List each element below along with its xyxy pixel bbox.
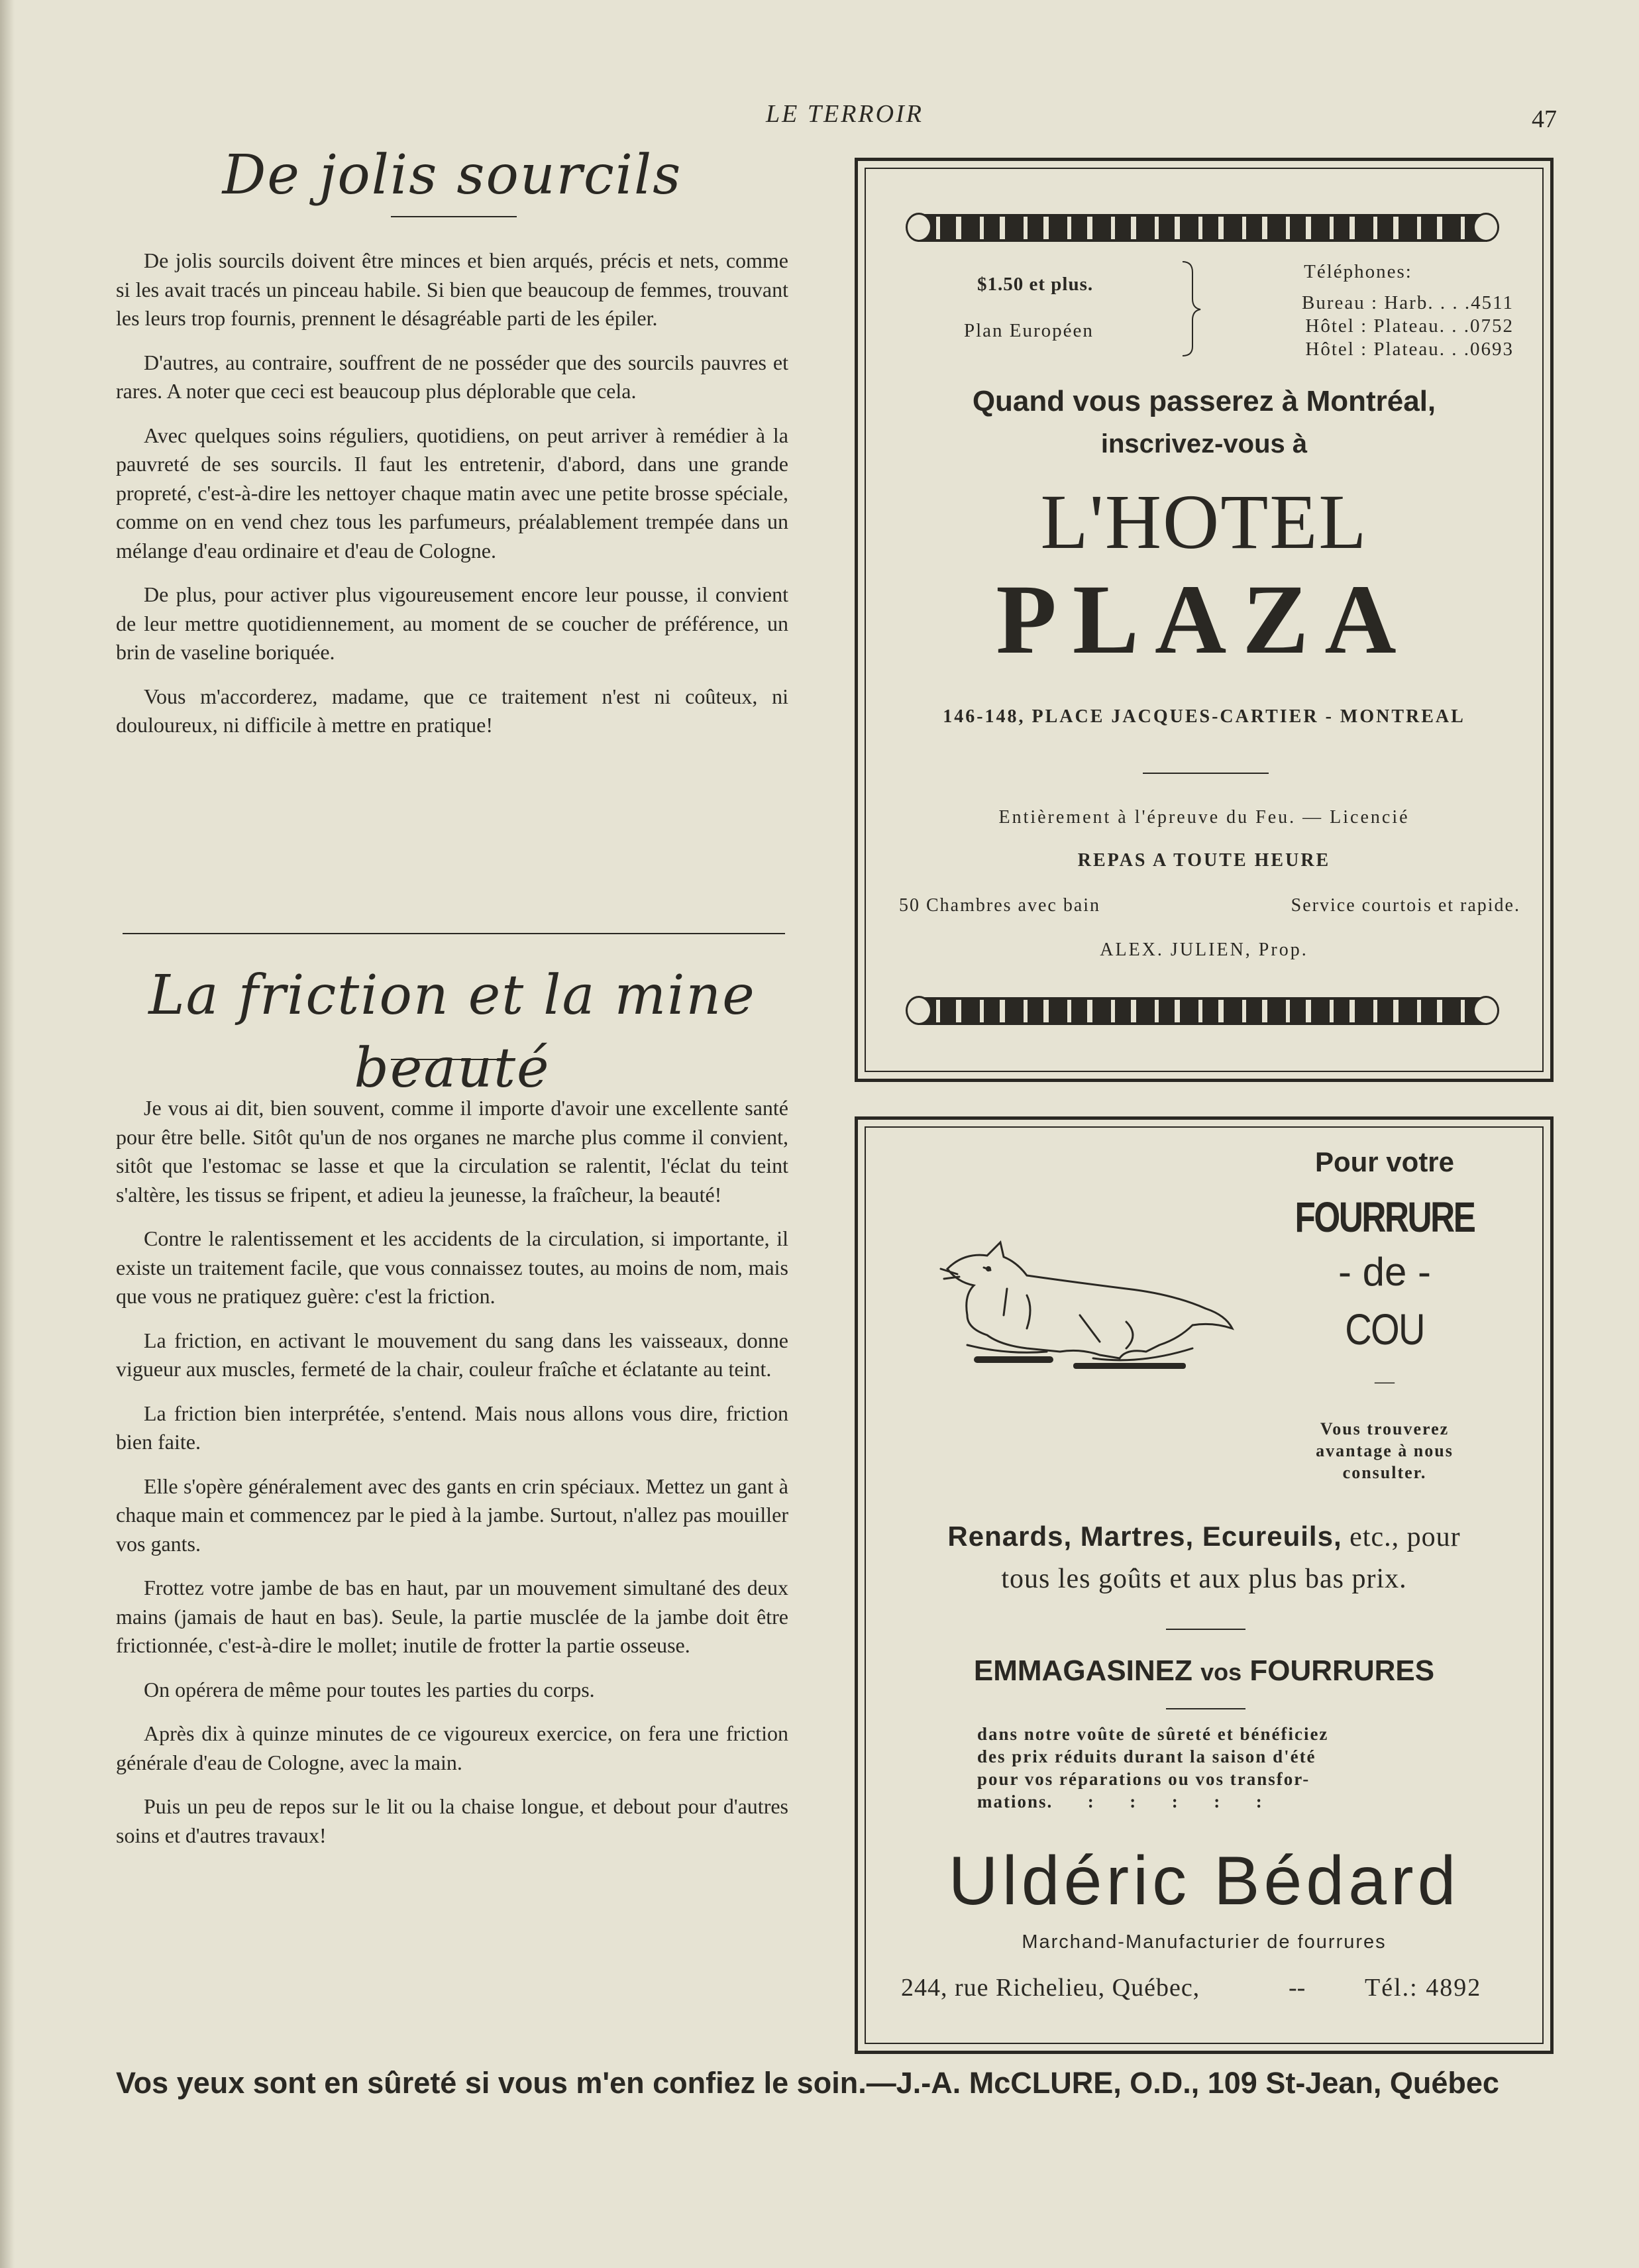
vault-line: dans notre voûte de sûreté et bénéficiez (977, 1724, 1329, 1744)
fur-animals-bold: Renards, Martres, Ecureuils, (947, 1521, 1342, 1552)
brace-icon (1179, 259, 1206, 358)
fur-ad (855, 1116, 1554, 2054)
fox-illustration-icon (927, 1216, 1239, 1375)
title-rule (391, 216, 517, 217)
paragraph: De plus, pour activer plus vigoureusement encore leur pousse, il convient de leur mettre quotidiennement, au moment de se coucher de préférence, un brin de vaseline boriquée. (116, 582, 788, 664)
hotel-tagline: inscrivez-vous à (1100, 429, 1308, 459)
paragraph: Frottez votre jambe de bas en haut, par un mouvement simultané des deux mains (jamais de haut en bas). Seule, la partie musclée de la jambe doit être frictionnée, c'est-à-dire le mollet; inutile de frotter la partie osseuse. (116, 1576, 788, 1657)
fur-dash: — (1375, 1370, 1395, 1392)
paragraph: Vous m'accorderez, madame, que ce traitement n'est ni coûteux, ni douloureux, ni difficile à mettre en pratique! (116, 684, 788, 737)
hotel-fireproof: Entièrement à l'épreuve du Feu. — Licencié (998, 807, 1410, 828)
ornament-border-top (918, 214, 1487, 242)
ad-rule (1166, 1708, 1245, 1709)
fur-store-heading (871, 1654, 1537, 1688)
article-body-sourcils (116, 246, 788, 755)
fur-vault-text (977, 1723, 1434, 1813)
fur-animals-line2: tous les goûts et aux plus bas prix. (1001, 1564, 1407, 1594)
hotel-address: 146-148, PLACE JACQUES-CARTIER - MONTREAL (943, 706, 1465, 727)
ad-rule (1166, 1629, 1245, 1630)
fur-merchant-name: Uldéric Bédard (948, 1843, 1460, 1919)
ad-rule (1143, 773, 1269, 774)
hotel-name-line2: PLAZA (996, 565, 1412, 675)
vault-line: des prix réduits durant la saison d'été (977, 1747, 1316, 1766)
hotel-meals: REPAS A TOUTE HEURE (1077, 850, 1331, 871)
hotel-name-line1: L'HOTEL (1040, 478, 1368, 565)
hotel-plaza-ad (855, 158, 1554, 1082)
paragraph: La friction, en activant le mouvement du sang dans les vaisseaux, donne vigueur aux muscles, fermeté de la chair, couleur fraîche et éclatante au teint. (116, 1328, 788, 1381)
hotel-tagline: Quand vous passerez à Montréal, (972, 385, 1436, 417)
vault-line: pour vos réparations ou vos transfor- (977, 1769, 1310, 1789)
phone-line: Bureau : Harb. . . .4511 (1302, 292, 1514, 313)
fur-sep: -- (1289, 1974, 1306, 2002)
paragraph: D'autres, au contraire, souffrent de ne posséder que des sourcils pauvres et rares. A noter que ceci est beaucoup plus déplorable que cela. (116, 350, 788, 403)
phone-line: Hôtel : Plateau. . .0693 (1305, 339, 1514, 360)
paragraph: Je vous ai dit, bien souvent, comme il importe d'avoir une excellente santé pour être belle. Sitôt qu'un de nos organes ne marche plus comme il convient, sitôt que l'estomac se lasse et que la circulation se ralentit, l'éclat du teint s'altère, les tissus se fripent, et adieu la jeunesse, la fraîcheur, la beauté! (116, 1096, 788, 1207)
hotel-owner: ALEX. JULIEN, Prop. (1100, 940, 1308, 960)
fur-trade: Marchand-Manufacturier de fourrures (1022, 1931, 1387, 1953)
fur-animals-rest: etc., pour (1342, 1522, 1461, 1552)
paragraph: Après dix à quinze minutes de ce vigoureux exercice, on fera une friction générale d'eau de Cologne, avec la main. (116, 1721, 788, 1774)
fur-tel: Tél.: 4892 (1365, 1974, 1482, 2002)
title-rule (391, 1059, 513, 1060)
hotel-plan: Plan Européen (964, 320, 1094, 341)
fur-cou: COU (1345, 1305, 1424, 1354)
fur-fourrure: FOURRURE (1295, 1193, 1475, 1241)
hotel-service: Service courtois et rapide. (1291, 895, 1520, 916)
footer-advert: Vos yeux sont en sûreté si vous m'en confiez le soin.—J.-A. McCLURE, O.D., 109 St-Jean, Québec (116, 2066, 1499, 2100)
article-body-friction (116, 1094, 788, 1865)
fur-note: consulter. (1342, 1463, 1427, 1482)
page-number: 47 (1532, 105, 1557, 133)
page-gutter-shadow (0, 0, 15, 2268)
fur-animals (871, 1521, 1537, 1553)
paragraph: Elle s'opère généralement avec des gants en crin spéciaux. Mettez un gant à chaque main et commencez par le pied à la jambe. Surtout, n'allez pas mouiller vos gants. (116, 1474, 788, 1556)
paragraph: Avec quelques soins réguliers, quotidiens, on peut arriver à remédier à la pauvreté de ses sourcils. Il faut les entretenir, d'abord, dans une grande propreté, c'est-à-dire les nettoyer chaque matin avec une petite brosse spéciale, comme on en vend chez tous les parfumeurs, préalablement trempée dans un mélange d'eau ordinaire et d'eau de Cologne. (116, 423, 788, 563)
article-title-friction: La friction et la mine beauté (148, 964, 756, 1100)
vault-line: mations. : : : : : (977, 1792, 1263, 1811)
section-divider (123, 933, 785, 934)
paragraph: Contre le ralentissement et les accidents de la circulation, si importante, il existe un traitement facile, que vous connaissez toutes, au moins de nom, mais que vous ne pratiquez guère: c'est la friction. (116, 1226, 788, 1308)
paragraph: De jolis sourcils doivent être minces et bien arqués, précis et nets, comme si les avait tracés un pinceau habile. Si bien que beaucoup de femmes, trouvant les leurs trop fournis, prennent le désagréable parti de les épiler. (116, 248, 788, 330)
fur-store-w1: EMMAGASINEZ (973, 1654, 1192, 1687)
running-title: LE TERROIR (766, 100, 924, 128)
fur-note: Vous trouverez (1320, 1419, 1450, 1438)
fur-street: 244, rue Richelieu, Québec, (901, 1974, 1200, 2002)
fur-de: - de - (1338, 1250, 1432, 1294)
paragraph: Puis un peu de repos sur le lit ou la chaise longue, et debout pour d'autres soins et d'autres travaux! (116, 1794, 788, 1847)
fur-store-w2: vos (1200, 1658, 1242, 1686)
paragraph: La friction bien interprétée, s'entend. Mais nous allons vous dire, friction bien faite. (116, 1401, 788, 1454)
fur-store-w3: FOURRURES (1249, 1654, 1435, 1687)
fur-pour-votre: Pour votre (1314, 1146, 1455, 1177)
article-title-sourcils: De jolis sourcils (222, 144, 682, 207)
phone-line: Hôtel : Plateau. . .0752 (1305, 315, 1514, 337)
paragraph: On opérera de même pour toutes les parties du corps. (144, 1677, 595, 1701)
hotel-price: $1.50 et plus. (977, 274, 1094, 295)
phones-title: Téléphones: (1304, 261, 1412, 282)
ornament-border-bottom (918, 997, 1487, 1025)
hotel-rooms: 50 Chambres avec bain (899, 895, 1101, 916)
fur-note: avantage à nous (1316, 1441, 1454, 1460)
